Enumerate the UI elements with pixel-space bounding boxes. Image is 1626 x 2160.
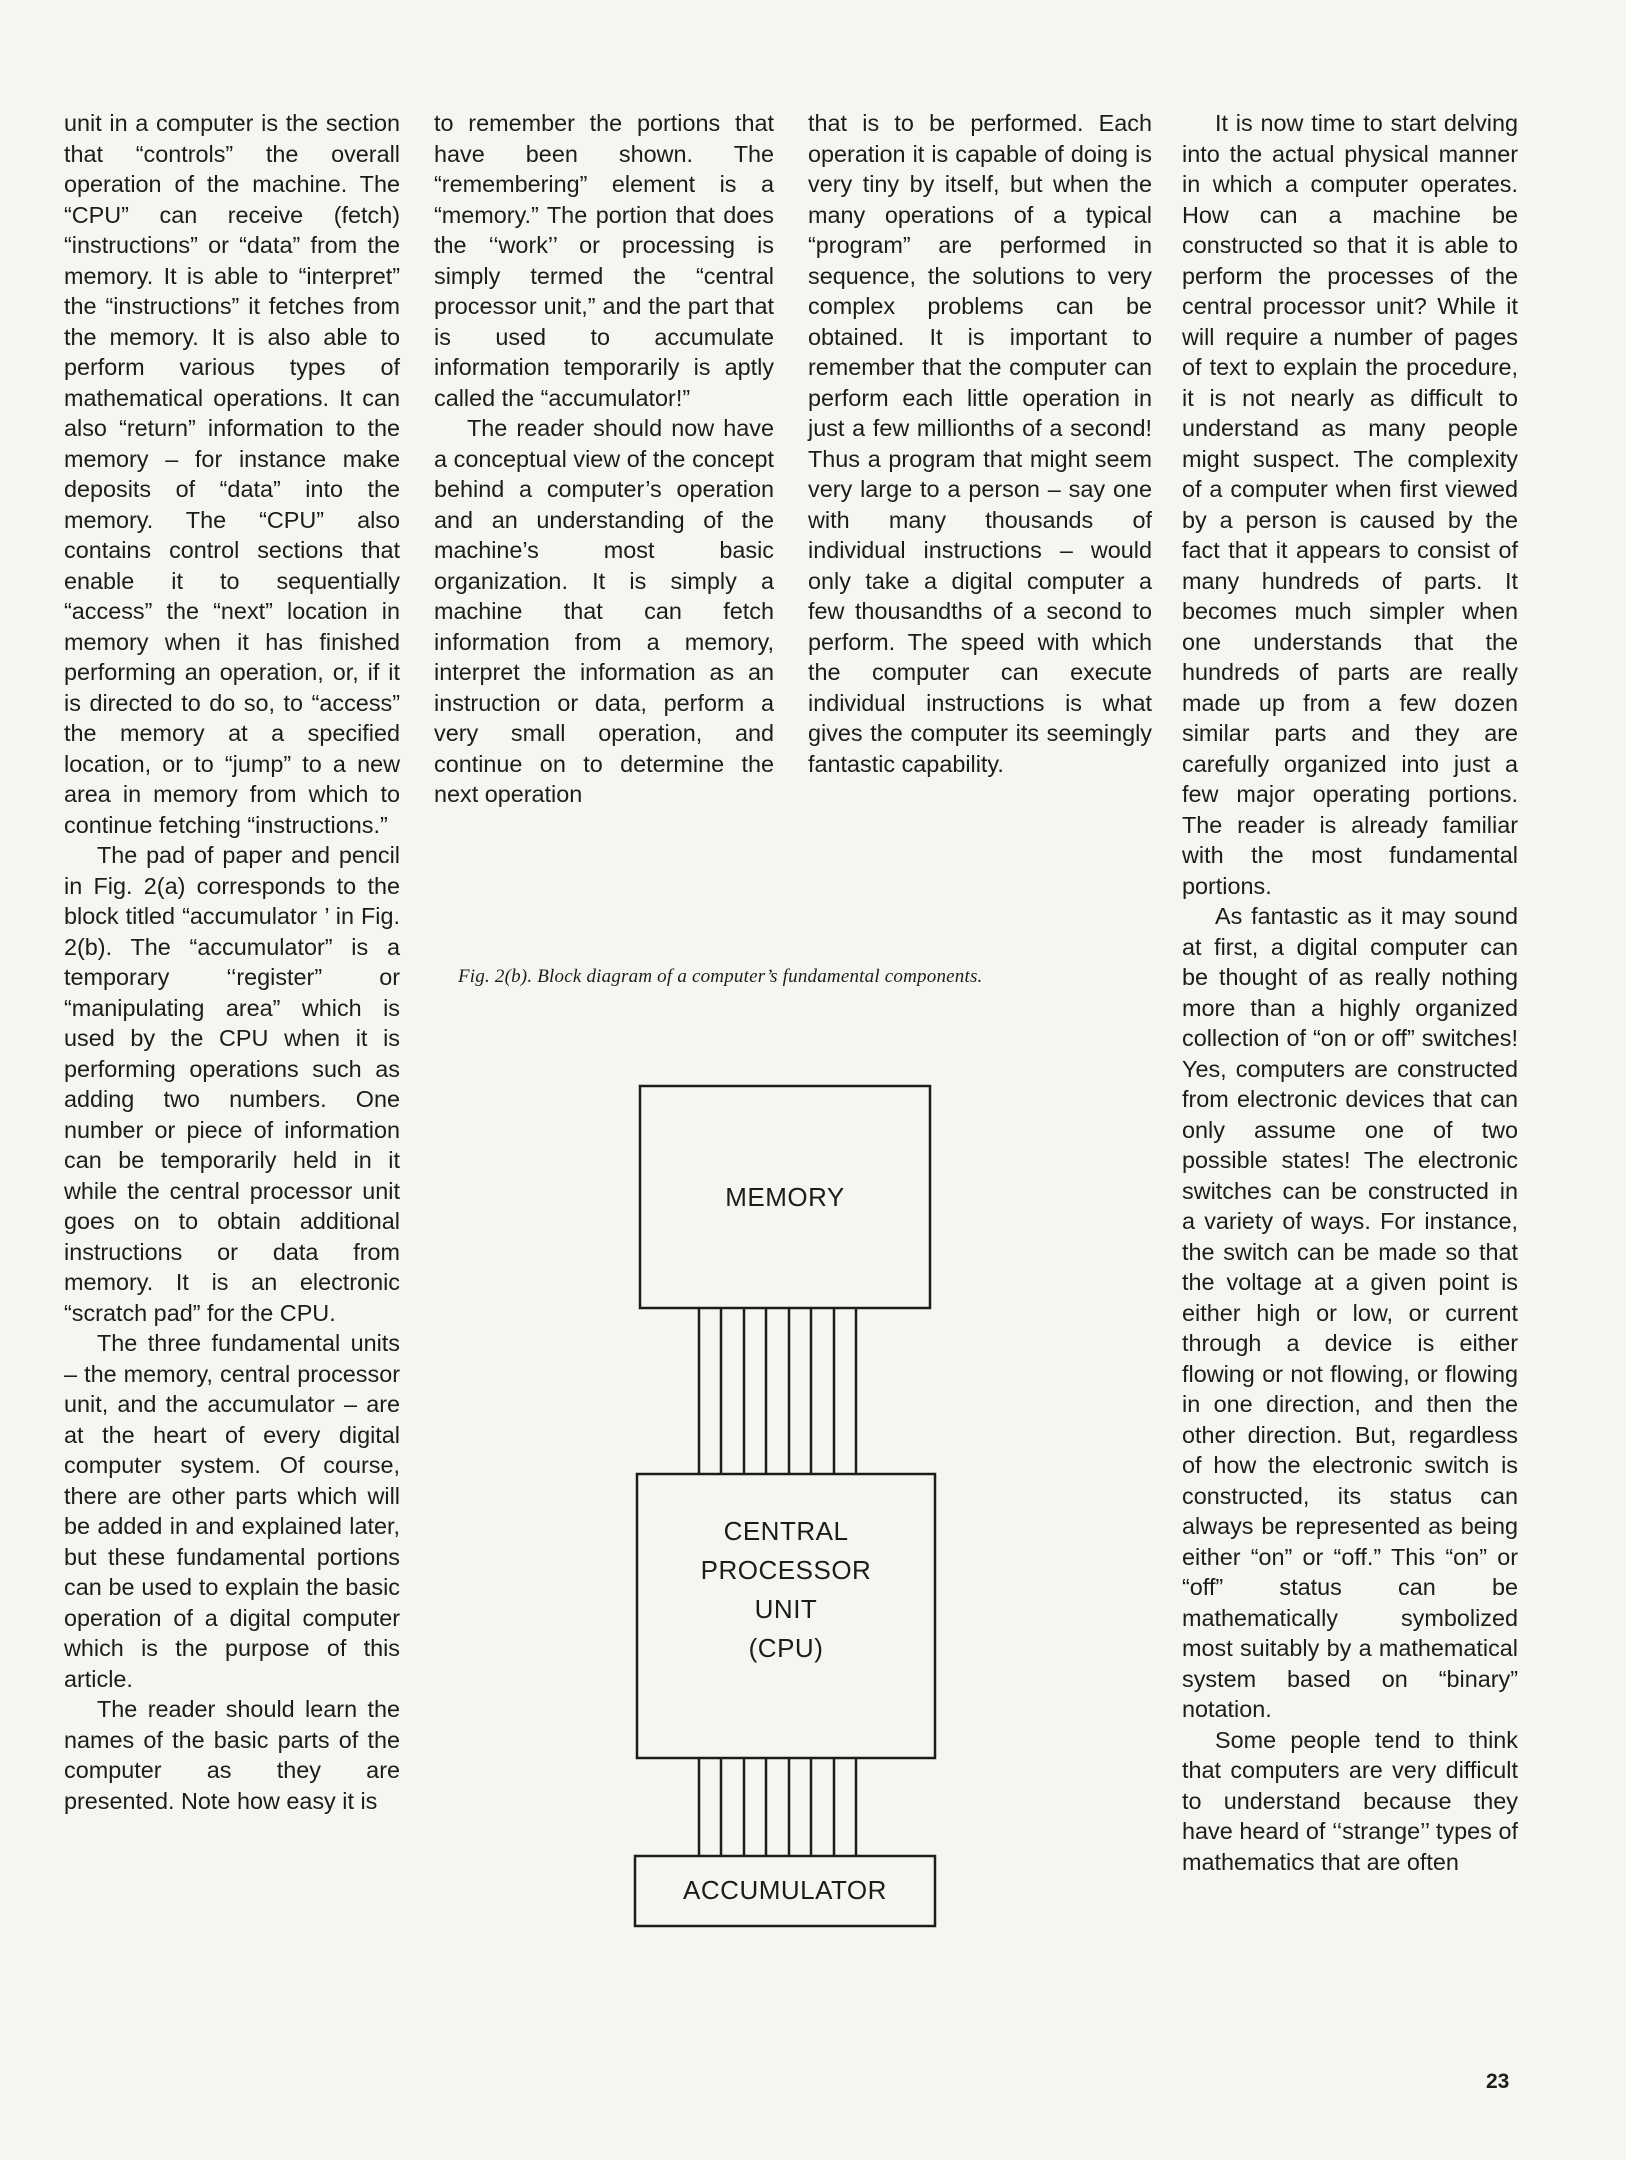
memory-label: MEMORY [725, 1182, 845, 1212]
paragraph: As fantastic as it may sound at first, a digital computer can be thought of as really nothing more than a highly organized collection of “on or off” switches! Yes, computers are constructed from electronic devices that can only assume one of two possible states! The electronic switches can be constructed in a variety of ways. For instance, the switch can be made so that the voltage at a given point is either high or low, or current through a device is either flowing or not flowing, or flowing in one direction, and then the other direction. But, regardless of how the electronic switch is constructed, its status can always be represented as being either “on” or “off.” This “on” or “off” status can be mathematically symbolized most suitably by a mathematical system based on “binary” notation. [1182, 903, 1518, 1722]
text-column-4 [1182, 108, 1518, 1877]
paragraph: that is to be performed. Each operation it is capable of doing is very tiny by itself, but when the many operations of a typical “program” are performed in sequence, the solutions to very complex problems can be obtained. It is important to remember that the computer can perform each little operation in just a few millionths of a second! Thus a program that might seem very large to a person – say one with many thousands of individual instructions – would only take a digital computer a few thousandths of a second to perform. The speed with which the computer can execute individual instructions is what gives the computer its seemingly fantastic capability. [808, 110, 1152, 777]
paragraph: unit in a computer is the section that “controls” the overall operation of the machine. The “CPU” can receive (fetch) “instructions” or “data” from the memory. It is able to “interpret” the “instructions” it fetches from the memory. It is also able to perform various types of mathematical operations. It can also “return” information to the memory – for instance make deposits of “data” into the memory. The “CPU” also contains control sections that enable it to sequentially “access” the “next” location in memory when it has finished performing an operation, or, if it is directed to do so, to “access” the memory at a specified location, or to “jump” to a new area in memory from which to continue fetching “instructions.” [64, 110, 400, 838]
cpu-label-line-2: PROCESSOR [700, 1555, 872, 1585]
cpu-label-line-4: (CPU) [748, 1633, 824, 1663]
paragraph: The three fundamental units – the memory, central processor unit, and the accumulator – are at the heart of every digital computer system. Of course, there are other parts which will be added in and explained later, but these fundamental portions can be used to explain the basic operation of a digital computer which is the purpose of this article. [64, 1330, 400, 1692]
paragraph: The reader should now have a conceptual view of the concept behind a computer’s operation and an understanding of the machine’s most basic organization. It is simply a machine that can fetch information from a memory, interpret the information as an instruction or data, perform a very small operation, and continue on to determine the next operation [434, 415, 774, 807]
accumulator-label: ACCUMULATOR [683, 1875, 887, 1905]
cpu-accumulator-bus [699, 1758, 856, 1856]
page-number: 23 [1486, 2070, 1510, 2093]
figure-caption: Fig. 2(b). Block diagram of a computer’s fundamental components. [458, 966, 983, 987]
paragraph: to remember the portions that have been shown. The “remembering” element is a “memory.” The portion that does the ‘‘work’’ or processing is simply termed the “central processor unit,” and the part that is used to accumulate information temporarily is aptly called the “accumulator!” [434, 110, 774, 411]
paragraph: It is now time to start delving into the actual physical manner in which a computer operates. How can a machine be constructed so that it is able to perform the processes of the central processor unit? While it will require a number of pages of text to explain the procedure, it is not nearly as difficult to understand as many people might suspect. The complexity of a computer when first viewed by a person is caused by the fact that it appears to consist of many hundreds of parts. It becomes much simpler when one understands that the hundreds of parts are really made up from a few dozen similar parts and they are carefully organized into just a few major operating portions. The reader is already familiar with the most fundamental portions. [1182, 110, 1518, 899]
text-column-3 [808, 108, 1152, 779]
text-column-2 [434, 108, 774, 810]
paragraph: The pad of paper and pencil in Fig. 2(a) corresponds to the block titled “accumulator ’ in Fig. 2(b). The “accumulator” is a temporary ‘‘register” or “manipulating area” which is used by the CPU when it is performing operations such as adding two numbers. One number or piece of information can be temporarily held in it while the central processor unit goes on to obtain additional instructions or data from memory. It is an electronic “scratch pad” for the CPU. [64, 842, 400, 1326]
paragraph: The reader should learn the names of the basic parts of the computer as they are presented. Note how easy it is [64, 1696, 400, 1814]
paragraph: Some people tend to think that computers are very difficult to understand because they have heard of ‘‘strange’’ types of mathematics that are often [1182, 1726, 1518, 1875]
block-diagram [620, 1080, 950, 1930]
cpu-label-line-3: UNIT [754, 1594, 818, 1624]
memory-cpu-bus [699, 1308, 856, 1474]
text-column-1 [64, 108, 400, 1816]
cpu-label-line-1: CENTRAL [723, 1516, 849, 1546]
